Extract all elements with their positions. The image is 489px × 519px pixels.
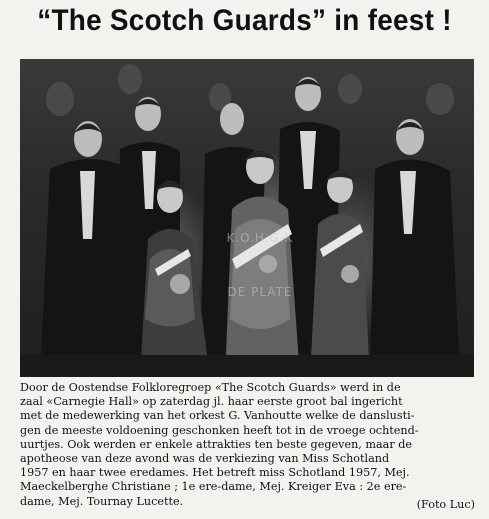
caption-line: dame, Mej. Tournay Lucette. — [20, 494, 184, 508]
headline: “The Scotch Guards” in feest ! — [37, 4, 452, 37]
photo-illustration — [20, 59, 474, 377]
caption-line: Door de Oostendse Folkloregroep «The Scotch Guards» werd in de — [20, 381, 401, 394]
caption-line: zaal «Carnegie Hall» op zaterdag jl. haar eerste groot bal ingericht — [20, 395, 403, 409]
photo-credit: (Foto Luc) — [416, 498, 475, 511]
watermark-line-1: K.O.H.G.K — [226, 231, 294, 245]
caption-line: apotheose van deze avond was de verkiezing van Miss Schotland — [20, 452, 390, 466]
caption-line: Maeckelberghe Christiane ; 1e ere-dame, Mej. Kreiger Eva : 2e ere- — [20, 480, 407, 494]
photo-caption — [20, 381, 476, 509]
group-photo — [20, 59, 474, 377]
caption-line: gen de meeste voldoening geschonken heeft tot in de vroege ochtend- — [20, 423, 419, 437]
caption-line: met de medewerking van het orkest G. Vanhoutte welke de danslusti- — [20, 409, 415, 423]
caption-line: 1957 en haar twee eredames. Het betreft miss Schotland 1957, Mej. — [20, 466, 410, 480]
watermark-line-2: DE PLATE — [227, 285, 293, 299]
caption-line: uurtjes. Ook werden er enkele attrakties ten beste gegeven, maar de — [20, 437, 413, 451]
